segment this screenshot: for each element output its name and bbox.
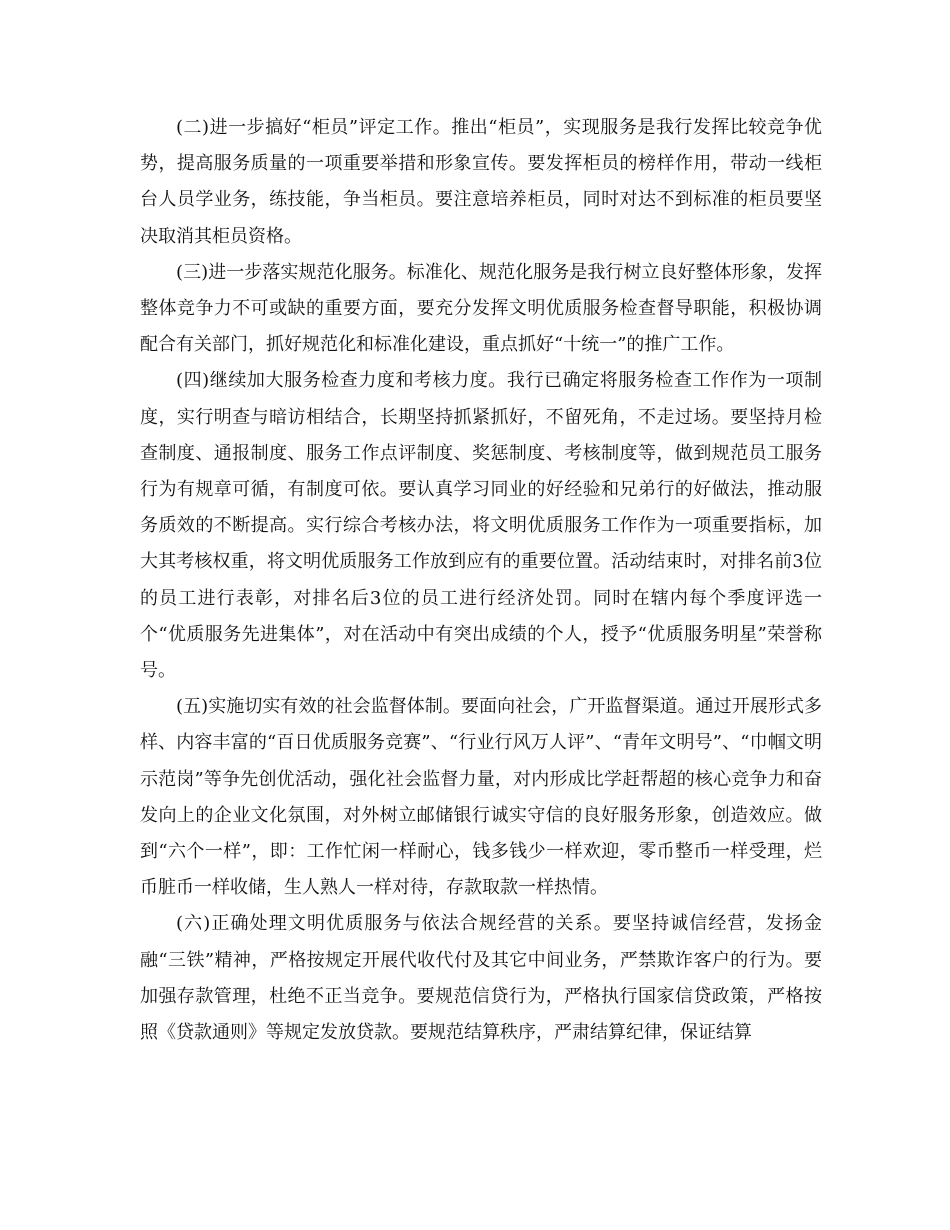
paragraph-4: (四)继续加大服务检查力度和考核力度。我行已确定将服务检查工作作为一项制度，实行明查与暗访相结合，长期坚持抓紧抓好，不留死角，不走过场。要坚持月检查制度、通报制度、服务工作点评制度、奖惩制度、考核制度等，做到规范员工服务行为有规章可循，有制度可依。要认真学习同业的好经验和兄弟行的好做法，推动服务质效的不断提高。实行综合考核办法，将文明优质服务工作作为一项重要指标，加大其考核权重，将文明优质服务工作放到应有的重要位置。活动结束时，对排名前3位的员工进行表彰，对排名后3位的员工进行经济处罚。同时在辖内每个季度评选一个“优质服务先进集体”，对在活动中有突出成绩的个人，授予“优质服务明星”荣誉称号。 [140,370,822,682]
paragraph-5: (五)实施切实有效的社会监督体制。要面向社会，广开监督渠道。通过开展形式多样、内容丰富的“百日优质服务竞赛”、“行业行风万人评”、“青年文明号”、“巾帼文明示范岗”等争先创优活动，强化社会监督力量，对内形成比学赶帮超的核心竞争力和奋发向上的企业文化氛围，对外树立邮储银行诚实守信的良好服务形象，创造效应。做到“六个一样”，即：工作忙闲一样耐心，钱多钱少一样欢迎，零币整币一样受理，烂币脏币一样收储，生人熟人一样对待，存款取款一样热情。 [140,696,822,899]
paragraph-6: (六)正确处理文明优质服务与依法合规经营的关系。要坚持诚信经营，发扬金融“三铁”精神，严格按规定开展代收代付及其它中间业务，严禁欺诈客户的行为。要加强存款管理，杜绝不正当竞争。要规范信贷行为，严格执行国家信贷政策，严格按照《贷款通则》等规定发放贷款。要规范结算秩序，严肃结算纪律，保证结算 [140,913,822,1044]
document-body [140,110,822,1051]
paragraph-3: (三)进一步落实规范化服务。标准化、规范化服务是我行树立良好整体形象，发挥整体竞争力不可或缺的重要方面，要充分发挥文明优质服务检查督导职能，积极协调配合有关部门，抓好规范化和标准化建设，重点抓好“十统一”的推广工作。 [140,261,822,356]
paragraph-2: (二)进一步搞好“柜员”评定工作。推出“柜员”，实现服务是我行发挥比较竞争优势，提高服务质量的一项重要举措和形象宣传。要发挥柜员的榜样作用，带动一线柜台人员学业务，练技能，争当柜员。要注意培养柜员，同时对达不到标准的柜员要坚决取消其柜员资格。 [140,117,822,247]
